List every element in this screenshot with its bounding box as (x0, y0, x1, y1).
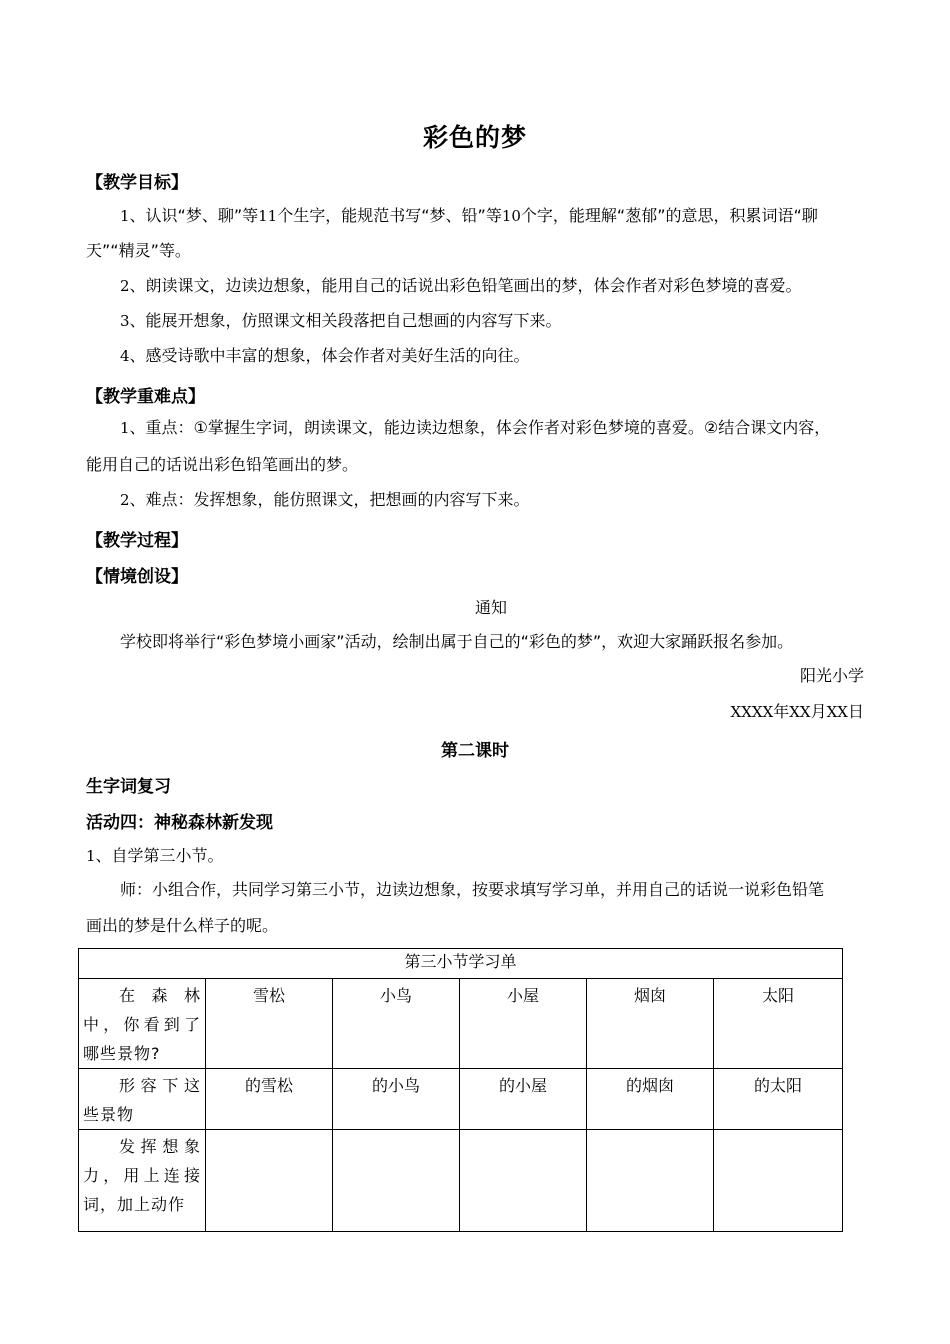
goal-1-number: 1 (120, 207, 130, 225)
goal-1-text-a: 、认识“梦、聊”等 (129, 206, 259, 225)
step-1 (86, 838, 872, 874)
table-cell (587, 1130, 714, 1232)
step-1-number: 1 (86, 847, 96, 865)
worksheet-table (78, 948, 843, 1232)
table-cell: 太阳 (714, 979, 843, 1069)
key-point-1 (86, 410, 872, 446)
goal-4-number: 4 (120, 347, 130, 365)
page-title: 彩色的梦 (422, 123, 527, 152)
goal-1-count-a: 11 (258, 207, 278, 225)
table-cell (714, 1130, 843, 1232)
table-cell: 小鸟 (333, 979, 460, 1069)
goal-2-text: 、朗读课文，边读边想象，能用自己的话说出彩色铅笔画出的梦，体会作者对彩色梦境的喜爱。 (129, 276, 802, 295)
goal-1-count-b: 10 (501, 207, 521, 225)
table-cell: 雪松 (206, 979, 333, 1069)
date-month-unit: 月 (810, 702, 827, 721)
key-point-2-text: 、难点：发挥想象，能仿照课文，把想画的内容写下来。 (129, 490, 530, 509)
goal-1 (86, 198, 872, 234)
table-cell: 小屋 (460, 979, 587, 1069)
table-cell: 的太阳 (714, 1069, 843, 1130)
date-day-unit: 日 (847, 702, 864, 721)
notice-date (86, 694, 864, 730)
section-heading-process: 【教学过程】 (86, 531, 188, 551)
teacher-instruction: 师：小组合作，共同学习第三小节，边读边想象，按要求填写学习单，并用自己的话说一说彩色铅笔 (120, 880, 825, 899)
row-label: 发挥想象力，用上连接词，加上动作 (79, 1130, 206, 1232)
goal-1-text-c: 个字，能理解“葱郁”的意思，积累词语“聊 (520, 206, 818, 225)
step-1-text: 、自学第三小节。 (95, 846, 224, 865)
key-point-1-number: 1 (120, 419, 130, 437)
date-month: XX (789, 703, 811, 721)
table-cell (460, 1130, 587, 1232)
notice-signer: 阳光小学 (799, 666, 864, 685)
notice-body: 学校即将举行“彩色梦境小画家”活动，绘制出属于自己的“彩色的梦”，欢迎大家踊跃报名参加。 (120, 632, 794, 651)
lesson-2-title: 第二课时 (441, 741, 509, 761)
table-cell: 烟囱 (587, 979, 714, 1069)
goal-1-text-b: 个生字，能规范书写“梦、铅”等 (277, 206, 502, 225)
goal-2 (86, 268, 872, 304)
worksheet-caption: 第三小节学习单 (79, 949, 843, 979)
goal-2-number: 2 (120, 277, 130, 295)
section-heading-goals: 【教学目标】 (86, 173, 188, 193)
goal-4-text: 、感受诗歌中丰富的想象，体会作者对美好生活的向往。 (129, 346, 530, 365)
section-heading-scenario: 【情境创设】 (86, 567, 188, 587)
goal-3 (86, 303, 872, 339)
table-cell (206, 1130, 333, 1232)
key-point-1-continued: 能用自己的话说出彩色铅笔画出的梦。 (86, 455, 359, 474)
goal-1-continued: 天”“精灵”等。 (86, 241, 191, 260)
key-point-2 (86, 482, 872, 518)
table-cell (333, 1130, 460, 1232)
table-cell: 的雪松 (206, 1069, 333, 1130)
date-day: XX (826, 703, 848, 721)
goal-3-number: 3 (120, 312, 130, 330)
section-heading-key-points: 【教学重难点】 (86, 387, 205, 407)
goal-4 (86, 338, 872, 374)
table-cell: 的小屋 (460, 1069, 587, 1130)
table-cell: 的烟囱 (587, 1069, 714, 1130)
date-year-unit: 年 (773, 702, 790, 721)
key-point-1-text: 、重点：①掌握生字词，朗读课文，能边读边想象，体会作者对彩色梦境的喜爱。②结合课文内容， (129, 418, 831, 437)
teacher-instruction-continued: 画出的梦是什么样子的呢。 (86, 916, 279, 935)
table-row (79, 1130, 843, 1232)
table-row (79, 1069, 843, 1130)
activity-heading: 活动四：神秘森林新发现 (86, 813, 273, 833)
notice-heading: 通知 (474, 598, 507, 617)
table-row (79, 979, 843, 1069)
vocab-review-heading: 生字词复习 (86, 777, 171, 797)
row-label: 形容下这些景物 (79, 1069, 206, 1130)
goal-3-text: 、能展开想象，仿照课文相关段落把自己想画的内容写下来。 (129, 311, 562, 330)
key-point-2-number: 2 (120, 491, 130, 509)
table-cell: 的小鸟 (333, 1069, 460, 1130)
row-label: 在森林中，你看到了哪些景物? (79, 979, 206, 1069)
worksheet-caption-row (79, 949, 843, 979)
date-year: XXXX (730, 703, 774, 721)
